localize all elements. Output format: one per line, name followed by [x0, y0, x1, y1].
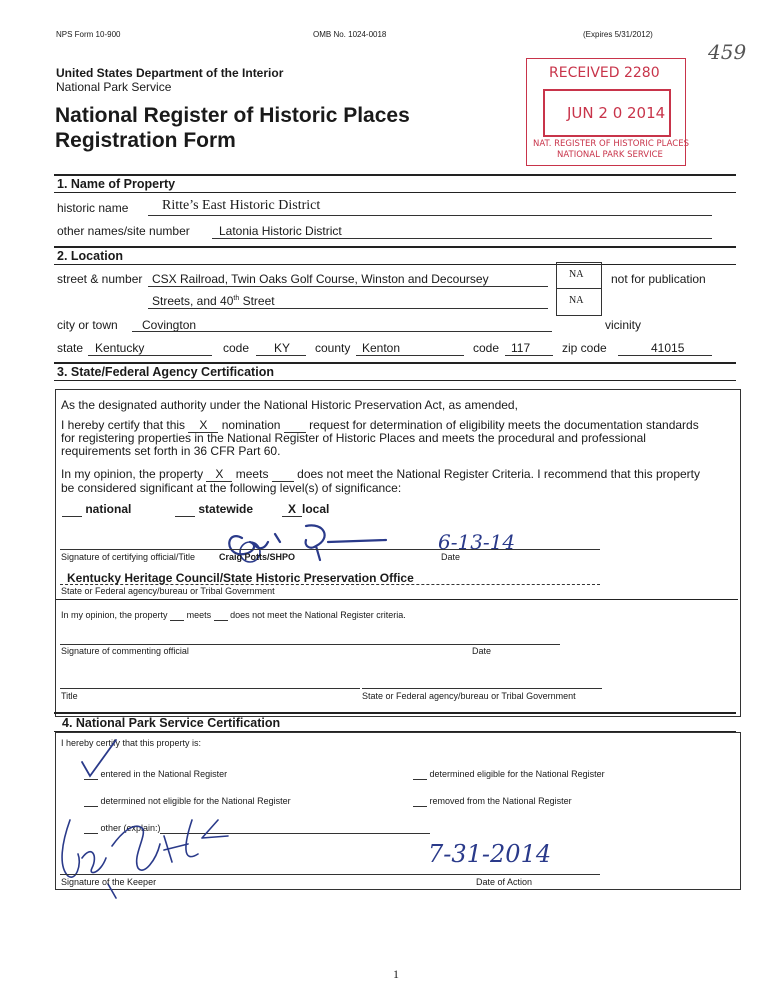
service: National Park Service	[56, 80, 172, 94]
publication-box	[556, 262, 602, 316]
section-rule	[54, 192, 736, 193]
not-for-publication-label: not for publication	[611, 272, 706, 286]
section-3-title: 3. State/Federal Agency Certification	[57, 365, 274, 379]
field-underline	[132, 331, 552, 332]
section-rule	[54, 380, 736, 381]
commenting-label: Signature of commenting official	[61, 646, 189, 656]
commenting-date-label: Date	[472, 646, 492, 656]
level-national[interactable]: national	[62, 502, 131, 517]
department: United States Department of the Interior	[56, 66, 284, 80]
signer-name: Craig Potts/SHPO	[219, 552, 296, 562]
commenting-opinion: In my opinion, the property meets does not meet the National Register criteria.	[61, 610, 406, 620]
action-date[interactable]: 7-31-2014	[428, 840, 552, 868]
section-2-title: 2. Location	[57, 249, 123, 263]
section-rule	[54, 264, 736, 265]
signature-label: Signature of certifying official/Title	[61, 552, 196, 562]
title-line	[60, 688, 360, 689]
action-date-label: Date of Action	[476, 877, 533, 887]
stamp-date: JUN 2 0 2014	[567, 104, 666, 122]
cert-line2: for registering properties in the National Register of Historic Places and meets the procedural and professional	[61, 431, 646, 445]
cert-line3: requirements set forth in 36 CFR Part 60.	[61, 444, 281, 458]
shpo-date[interactable]: 6-13-14	[438, 530, 516, 554]
agency-line-2	[362, 688, 602, 689]
option-other[interactable]: other (explain:)	[84, 823, 161, 834]
keeper-signature	[52, 814, 242, 908]
page-number: 1	[393, 967, 399, 981]
level-statewide[interactable]: statewide	[175, 502, 253, 517]
commenting-line	[60, 644, 560, 645]
signature-line	[60, 549, 600, 550]
received-stamp	[526, 58, 689, 166]
section-rule	[54, 712, 736, 714]
page-title: National Register of Historic Places	[55, 104, 410, 127]
agency-value[interactable]: Kentucky Heritage Council/State Historic Preservation Office	[67, 571, 414, 585]
historic-name-label: historic name	[57, 201, 129, 215]
field-underline	[505, 355, 553, 356]
field-underline	[618, 355, 712, 356]
option-not-eligible[interactable]: determined not eligible for the National Register	[84, 796, 291, 807]
title-label: Title	[61, 691, 78, 701]
state-code-value[interactable]: KY	[274, 341, 291, 355]
vicinity-label: vicinity	[605, 318, 642, 332]
city-value[interactable]: Covington	[142, 318, 197, 332]
field-underline	[356, 355, 464, 356]
option-eligible[interactable]: determined eligible for the National Register	[413, 769, 605, 780]
date-label: Date	[441, 552, 461, 562]
keeper-label: Signature of the Keeper	[61, 877, 157, 887]
field-underline	[88, 355, 212, 356]
county-code-label: code	[473, 341, 500, 355]
field-underline	[256, 355, 306, 356]
county-code-value[interactable]: 117	[511, 341, 531, 355]
city-label: city or town	[57, 318, 118, 332]
opinion-line2: be considered significant at the following level(s) of significance:	[61, 481, 402, 495]
checkmark-icon	[76, 738, 120, 782]
street-label: street & number	[57, 272, 143, 286]
county-value[interactable]: Kenton	[362, 341, 401, 355]
zip-value[interactable]: 41015	[651, 341, 685, 355]
state-value[interactable]: Kentucky	[95, 341, 145, 355]
state-code-label: code	[223, 341, 250, 355]
not-meet-check[interactable]	[272, 467, 294, 482]
option-entered[interactable]: entered in the National Register	[84, 769, 227, 780]
cert-intro: As the designated authority under the National Historic Preservation Act, as amended,	[61, 398, 518, 412]
nomination-check[interactable]: X	[188, 418, 218, 433]
page-subtitle: Registration Form	[55, 129, 236, 152]
field-underline	[148, 308, 548, 309]
section-divider	[56, 599, 738, 600]
street-value-line2[interactable]: Streets, and 40th Street	[152, 294, 275, 308]
handwritten-number: 459	[708, 40, 747, 64]
level-local[interactable]: X local	[282, 502, 329, 517]
historic-name-value[interactable]: Ritte’s East Historic District	[162, 198, 321, 213]
agency-label: State or Federal agency/bureau or Tribal Government	[61, 586, 275, 596]
nps-intro: I hereby certify that this property is:	[61, 738, 202, 748]
stamp-date-box	[543, 89, 671, 137]
opinion-statement: In my opinion, the property X meets does not meet the National Register Criteria. I recommend that this property	[61, 467, 700, 481]
field-underline	[212, 238, 712, 239]
keeper-line	[60, 874, 600, 875]
agency-line	[60, 584, 600, 585]
other-names-value[interactable]: Latonia Historic District	[219, 224, 342, 238]
form-number: NPS Form 10-900	[56, 30, 121, 39]
stamp-received: RECEIVED 2280	[549, 65, 660, 81]
agency-label-2: State or Federal agency/bureau or Tribal Government	[362, 691, 576, 701]
stamp-line2: NATIONAL PARK SERVICE	[557, 150, 663, 160]
option-removed[interactable]: removed from the National Register	[413, 796, 572, 807]
na-publication[interactable]: NA	[569, 269, 584, 280]
street-value-line1[interactable]: CSX Railroad, Twin Oaks Golf Course, Winston and Decoursey	[152, 272, 489, 286]
section-rule	[54, 246, 736, 248]
meets-check[interactable]: X	[206, 467, 232, 482]
omb-number: OMB No. 1024-0018	[313, 30, 387, 39]
cert-statement: I hereby certify that this X nomination request for determination of eligibility meets the documentation standards	[61, 418, 699, 432]
na-vicinity[interactable]: NA	[569, 295, 584, 306]
field-underline	[148, 286, 548, 287]
section-rule	[54, 362, 736, 364]
zip-label: zip code	[562, 341, 607, 355]
stamp-line1: NAT. REGISTER OF HISTORIC PLACES	[533, 139, 689, 149]
section-rule	[54, 174, 736, 176]
field-underline	[148, 215, 712, 216]
other-names-label: other names/site number	[57, 224, 190, 238]
county-label: county	[315, 341, 351, 355]
expiration: (Expires 5/31/2012)	[583, 30, 653, 39]
section-4-title: 4. National Park Service Certification	[62, 716, 281, 730]
state-label: state	[57, 341, 84, 355]
section-1-title: 1. Name of Property	[57, 177, 176, 191]
